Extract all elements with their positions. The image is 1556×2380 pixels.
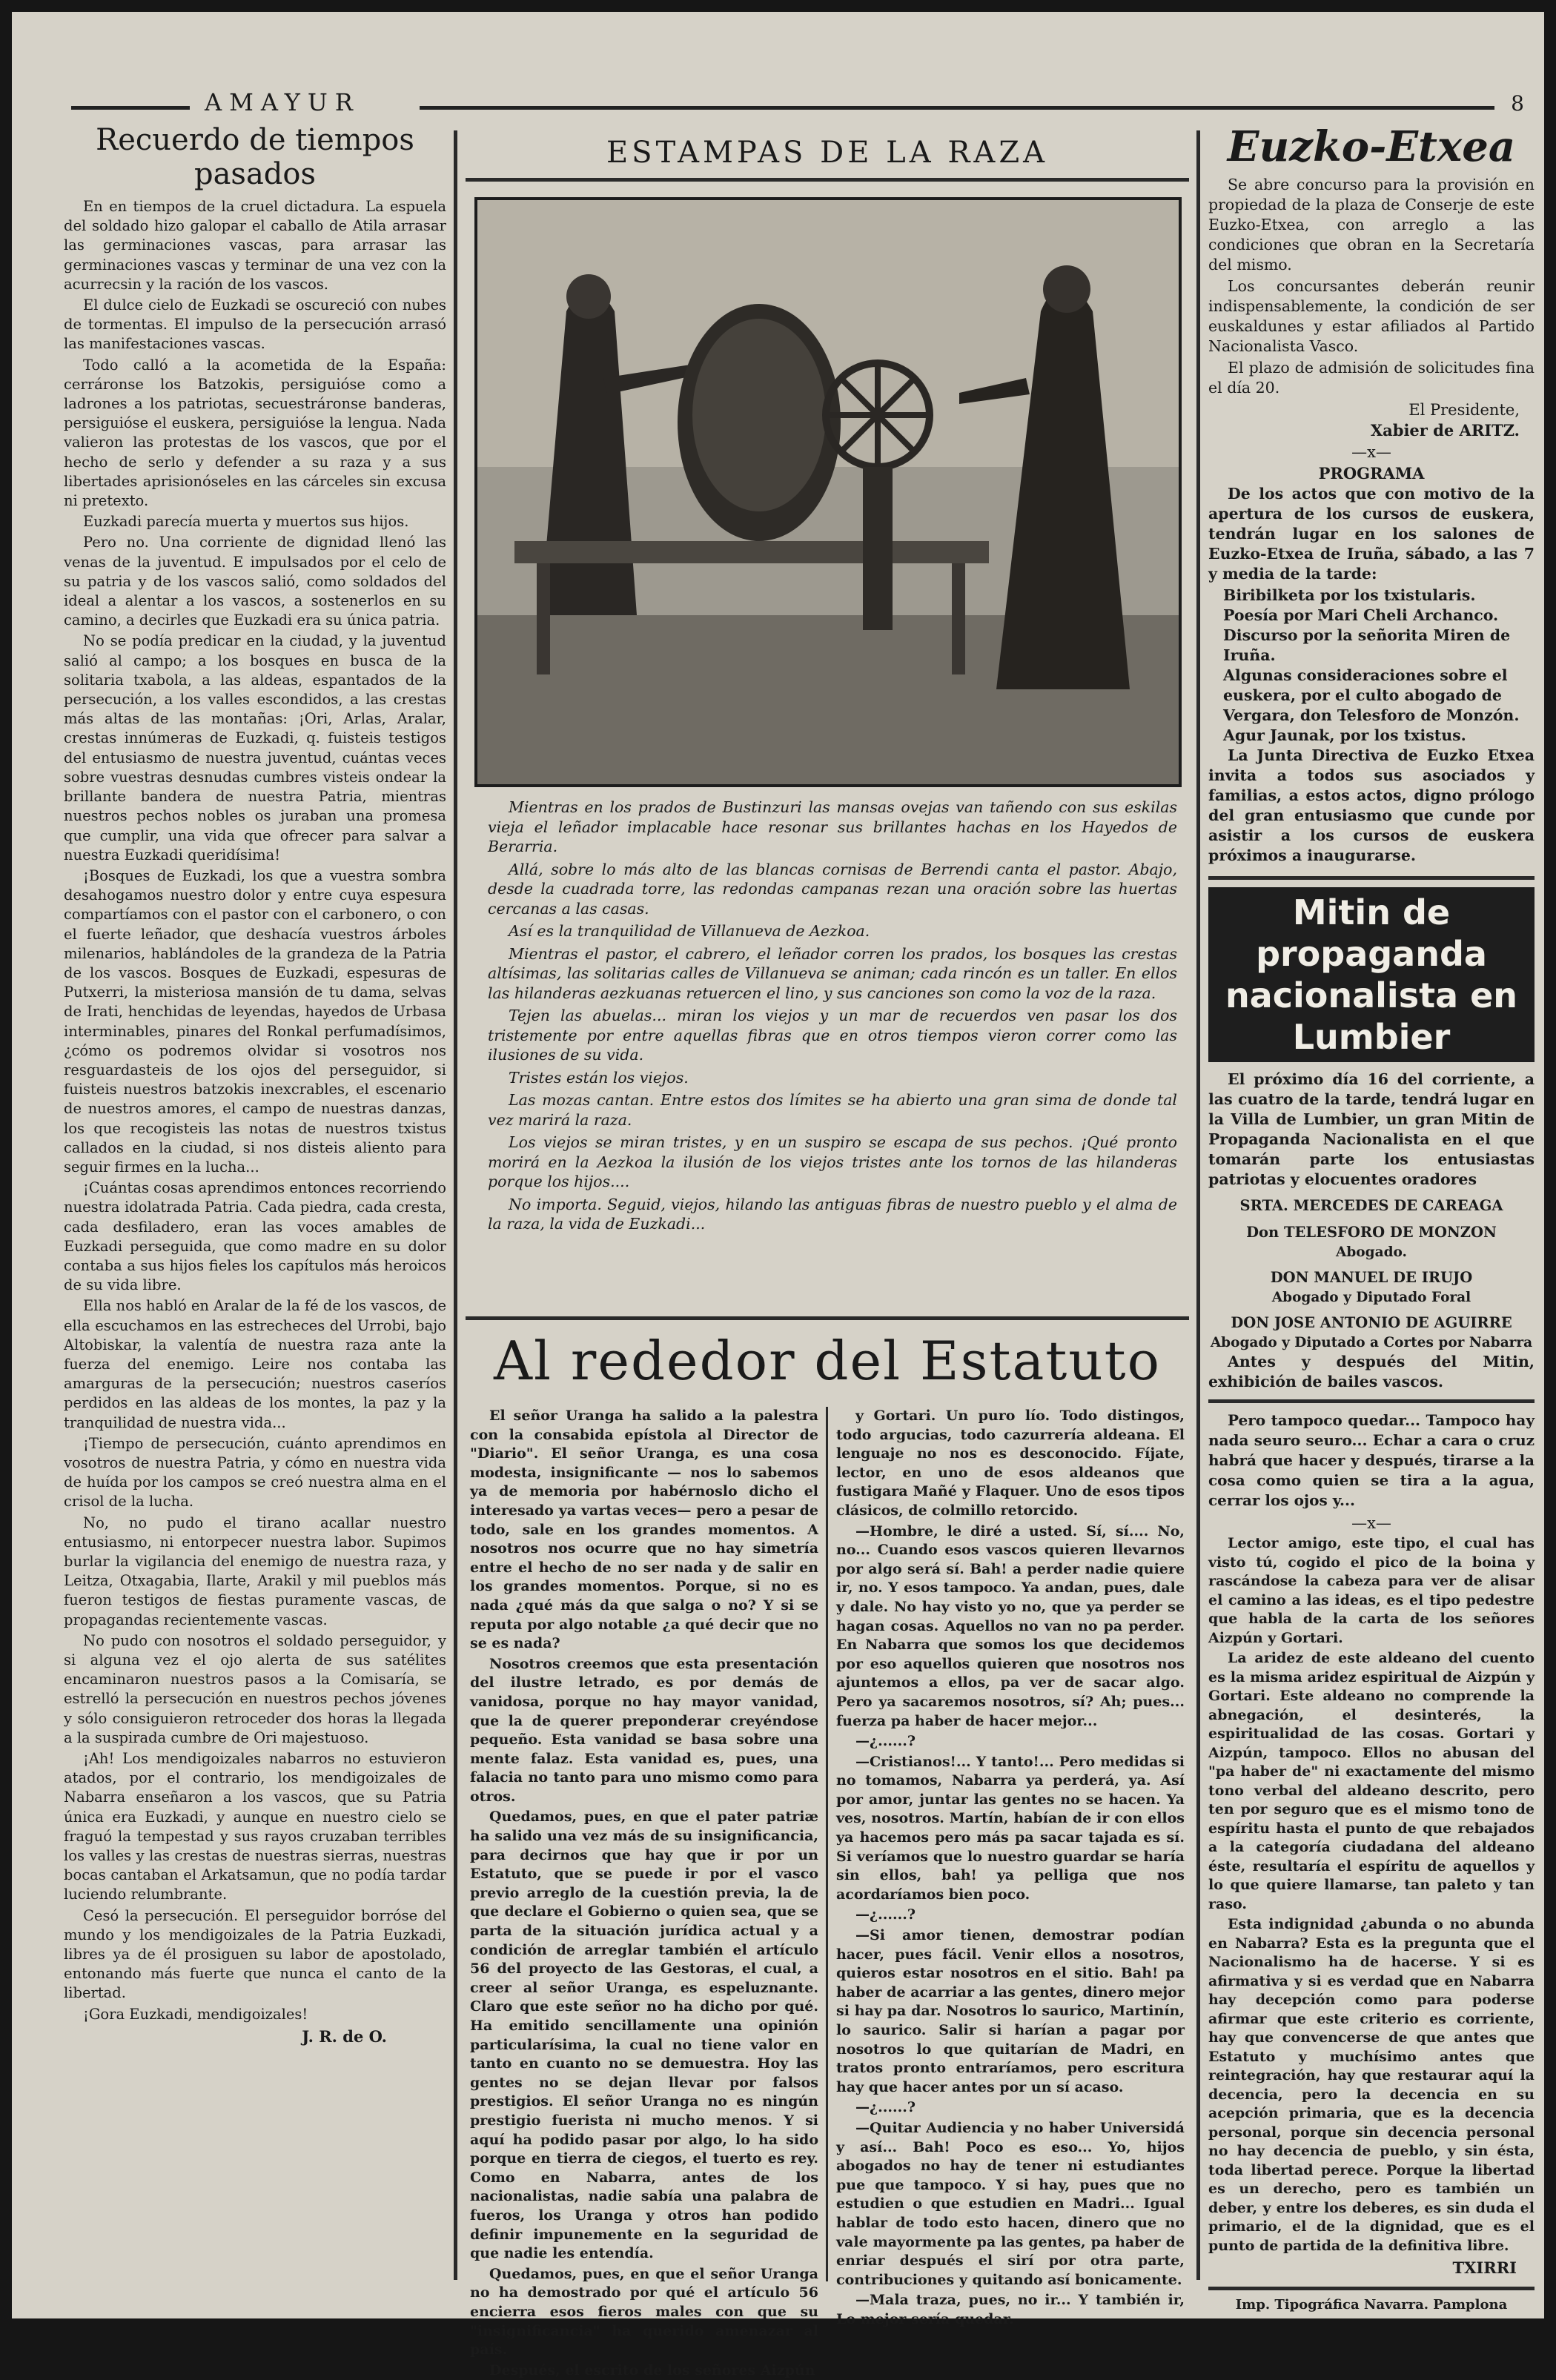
notice-text — [1208, 175, 1535, 398]
paragraph: Las mozas cantan. Entre estos dos límites se ha abierto una gran sima de donde tal vez marirá la raza. — [488, 1091, 1177, 1129]
paragraph: No pudo con nosotros el soldado perseguidor, y si alguna vez el ojo alerta de sus satélites encaminaron nuestros pasos a la Comisaría, se estrelló la persecución en nuestros pechos jóvenes y sólo consiguieron retroceder dos horas la llegada a la suspirada cumbre de Ori majestuoso. — [64, 1631, 446, 1746]
paragraph: Tristes están los viejos. — [509, 1068, 689, 1087]
paragraph: Así es la tranquilidad de Villanueva de Aezkoa. — [509, 922, 870, 940]
speaker-role: Abogado y Diputado Foral — [1271, 1290, 1471, 1305]
paragraph: Mientras en los prados de Bustinzuri las mansas ovejas van tañendo con sus eskilas vieja el leñador implacable hace resonar sus brillantes hachas en los Hayedos de Berarria. — [488, 798, 1177, 855]
divider-1: —x— — [1351, 443, 1391, 461]
paragraph: Después, el escrito de los señores Aizpún — [489, 2361, 815, 2379]
paragraph: Todo calló a la acometida de la España: cerráronse los Batzokis, persiguióse como a ladrones a los patriotas, secuestráronse banderas, persiguióse el euskera, persiguióse la lengua. Nada valieron las protestas de los vascos, que por el hecho de serlo y defender a su raza y a sus libertades aprisionóseles en las cárceles sin excusa ni pretexto. — [64, 356, 446, 510]
photo-illustration — [477, 200, 1179, 784]
paragraph: No importa. Seguid, viejos, hilando las antiguas fibras de nuestro pueblo y el alma de la raza, la vida de Euzkadi... — [488, 1195, 1177, 1233]
paragraph: ¡Bosques de Euzkadi, los que a vuestra sombra desahogamos nuestro dolor y entre cuya espesura compartíamos con el pastor con el carbonero, o con el fuerte leñador, que deshacía vuestros árboles milenarios, hablándoles de la grandeza de la Patria de los vascos. Bosques de Euzkadi, espesuras de Putxerri, la misteriosa mansión de tu dama, selvas de Irati, henchidas de leyendas, hayedos de Urbasa interminables, pinares del Ronkal perfumadísimos, ¿cómo os podremos olvidar si vosotros nos resguardasteis de los ojos del perseguidor, si fuisteis nuestros batzokis inexcrables, el escenario de nuestros amores, el campo de nuestras danzas, los que recogisteis las notas de nuestros txistus callados en la ciudad, si nos disteis aliento para seguir firmes en la lucha... — [64, 866, 446, 1176]
printer-rule — [1208, 2287, 1535, 2290]
photo-spinning-women — [474, 197, 1182, 787]
paragraph: —Si amor tienen, demostrar podían hacer, pues fácil. Venir ellos a nosotros, quieros estar nosotros en el sitio. Bah! pa haber de acarriar a las gentes, dinero mejor si hay pa dar. Nosotros lo saurico, Martinín, lo saurico. Salir si harían a pagar por nosotros lo que quitarían de Madri, en tratos pronto entraríamos, pero escritura hay que hacer antes por un sí acaso. — [836, 1927, 1185, 2095]
signed-name: Xabier de ARITZ. — [1370, 421, 1520, 440]
paragraph: Se abre concurso para la provisión en propiedad de la plaza de Conserje de este Euzko-Etxea, con arreglo a las condiciones que obran en la Secretaría del mismo. — [1208, 176, 1535, 274]
statute-top-rule — [466, 1316, 1189, 1320]
program-item: Discurso por la señorita Miren de Iruña. — [1223, 626, 1511, 664]
section-rule — [466, 178, 1189, 182]
center-column — [466, 123, 1189, 2379]
paragraph: No, no pudo el tirano acallar nuestro entusiasmo, ni entorpecer nuestra labor. Supimos burlar la vigilancia del enemigo de nuestra raza, y Leitza, Otxagabia, Ilarte, Arakil y mil pueblos más fueron testigos de fiestas puramente vascas, de propagandas recientemente vascas. — [64, 1514, 446, 1628]
paragraph: —Mala traza, pues, no ir... Y también ir, Lo mejor sería quedar. — [836, 2292, 1185, 2327]
caption-text — [488, 798, 1177, 1234]
paragraph: En en tiempos de la cruel dictadura. La espuela del soldado hizo galopar el caballo de Atila arrasar las germinaciones vascas, para arrasar las germinaciones vascas y terminar de una vez con la acurrecsin y la ración de los vascos. — [64, 198, 446, 293]
speaker-name: DON JOSE ANTONIO DE AGUIRRE — [1231, 1314, 1512, 1331]
column-rule-right — [1196, 130, 1200, 2280]
mitin-rule — [1208, 876, 1535, 880]
paragraph: —¿......? — [855, 1733, 916, 1750]
paragraph: y Gortari. Un puro lío. Todo distingos, todo argucias, todo cazurrería aldeana. El lenguaje no nos es desconocido. Fíjate, lector, en uno de esos aldeanos que fustigara Mañé y Flaquer. Uno de esos tipos clásicos, de colmillo retorcido. — [836, 1408, 1185, 1519]
paragraph: Pero tampoco quedar... Tampoco hay nada seuro seuro... Echar a cara o cruz habrá que hacer y después, tirarse a la cosa como quien se tira a la agua, cerrar los ojos y... — [1208, 1411, 1535, 1509]
program-list — [1208, 586, 1535, 746]
paragraph: Los viejos se miran tristes, y en un suspiro se escapa de sus pechos. ¡Qué pronto morirá en la Aezkoa la ilusión de los viejos tristes ante los tornos de las hilanderas porque los hijos.... — [488, 1133, 1177, 1190]
paragraph: Lector amigo, este tipo, el cual has visto tú, cogido el pico de la boina y rascándose la cabeza para ver de alisar el camino a las ideas, es el tipo pedestre que habla de la carta de los señores Aizpún y Gortari. — [1208, 1535, 1535, 1646]
paragraph: —¿......? — [855, 1906, 916, 1923]
photo-caption — [488, 798, 1177, 1302]
article-body-recuerdo — [64, 197, 446, 2024]
paragraph: —Hombre, le diré a usted. Sí, sí.... No, no... Cuando esos vascos quieren llevarnos por algo será sí. Bah! a perder nadie quiere ir, no. Y esos tampoco. Ya andan, pues, dale y dale. No hay visto yo no, que ya perder se hagan cosas. Aquellos no van no pa perder. En Nabarra que somos los que decidemos por eso aquellos quieren que nosotros nos ajuntemos a ellos, pa ver de sacar algo. Pero ya sacaremos nosotros, sí? Ah; pues... fuerza pa haber de hacer mejor... — [836, 1522, 1185, 1729]
speaker-role: Abogado. — [1336, 1244, 1407, 1260]
paragraph: —¿......? — [855, 2099, 916, 2116]
paragraph: La aridez de este aldeano del cuento es la misma aridez espiritual de Aizpún y Gortari. Este aldeano no comprende la abnegación, el desinterés, la espiritualidad de las cosas. Gortari y Aizpún, tampoco. Ellos no abusan del "pa haber de" ni exactamente del mismo tono verbal del aldeano descrito, pero ten por seguro que es el mismo tono de espíritu hasta el punto de que rebajados a la categoría ciudadana del aldeano éste, resultaría el espíritu de aquellos y lo que quiere llamarse, tan paleto y tan raso. — [1208, 1650, 1535, 1912]
newspaper-page — [12, 12, 1544, 2379]
statute-continuation — [1208, 1411, 1535, 1511]
paragraph: Los concursantes deberán reunir indispensablemente, la condición de ser euskaldunes y estar afiliados al Partido Nacionalista Vasco. — [1208, 277, 1535, 355]
statute-text-2 — [836, 1407, 1185, 2330]
signed-title: El Presidente, — [1408, 401, 1520, 419]
speaker-name: SRTA. MERCEDES DE CAREAGA — [1239, 1197, 1503, 1214]
speaker-name: DON MANUEL DE IRUJO — [1270, 1269, 1473, 1286]
paragraph: No se podía predicar en la ciudad, y la juventud salió al campo; a los bosques en busca de la solitaria txabola, a las aldeas, espantados de la persecución, a los valles escondidos, a las crestas más altas de las montañas: ¡Ori, Arlas, Aralar, crestas innúmeras de Euzkadi, q. fuisteis testigos del entusiasmo de nuestra juventud, cuántas veces sobre vuestras desnudas cumbres visteis ondear la brillante bandera de nuestra Patria, mientras nuestros pechos nobles os juraban una promesa que cumplir, una vida que ofrecer para salvar a nuestra Euzkadi queridísima! — [64, 632, 446, 864]
article-signature: J. R. de O. — [302, 2026, 387, 2046]
paragraph: El plazo de admisión de solicitudes fina el día 20. — [1208, 359, 1535, 397]
program-closing: La Junta Directiva de Euzko Etxea invita a todos sus asociados y familias, a estos actos, digno prólogo del gran entusiasmo que cunde por asistir a los cursos de euskera próximos a inaugurarse. — [1208, 746, 1535, 864]
paragraph: ¡Gora Euzkadi, mendigoizales! — [83, 2005, 308, 2023]
statute-column-1 — [470, 1407, 818, 2379]
paragraph: Allá, sobre lo más alto de las blancas cornisas de Berrendi canta el pastor. Abajo, desde la cuadrada torre, las redondas campanas rezan una oración sobre las huertas cercanas a las casas. — [488, 860, 1177, 918]
mitin-intro: El próximo día 16 del corriente, a las cuatro de la tarde, tendrá lugar en la Villa de Lumbier, un gran Mitin de Propaganda Nacionalista en el que tomarán parte los entusiastas patriotas y elocuentes oradores — [1208, 1070, 1535, 1188]
masthead-rule-left — [71, 106, 190, 110]
statute-column-2 — [836, 1407, 1185, 2327]
mitin-after: Antes y después del Mitin, exhibición de bailes vascos. — [1208, 1353, 1535, 1390]
article-title-estatuto: Al rededor del Estatuto — [494, 1330, 1161, 1392]
reader-signature: TXIRRI — [1452, 2258, 1517, 2277]
paragraph: Quedamos, pues, en que el señor Uranga no ha demostrado por qué el artículo 56 encierra esos fieros males con que su "insignificancia" ha querido amenazar al país. — [470, 2265, 818, 2359]
right-column — [1208, 122, 1535, 2313]
reader-text — [1208, 1534, 1535, 2255]
paragraph: Euzkadi parecía muerta y muertos sus hijos. — [83, 513, 409, 531]
masthead — [71, 88, 1539, 118]
paragraph: Nosotros creemos que esta presentación del ilustre letrado, es por demás de vanidosa, porque no hay mayor vanidad, que la de querer preponderar creyéndose pequeño. Esta vanidad se basa sobre una mente falaz. Esta vanidad es, pues, una falacia no tanto para uno mismo como para otros. — [470, 1655, 818, 1805]
section-title-estampas: ESTAMPAS DE LA RAZA — [606, 136, 1048, 170]
speaker-role: Abogado y Diputado a Cortes por Nabarra — [1210, 1335, 1533, 1350]
column-rule-left — [454, 130, 457, 2280]
article-title-recuerdo: Recuerdo de tiempos pasados — [96, 123, 414, 191]
section-title-euzko-etxea: Euzko-Etxea — [1227, 122, 1516, 171]
paragraph: ¡Tiempo de persecución, cuánto aprendimos en vosotros de nuestra Patria, y cómo en nuestra vida de huída por los campos se creó nuestra alma en el crisol de la lucha. — [64, 1434, 446, 1511]
paragraph: El señor Uranga ha salido a la palestra con la consabida epístola al Director de "Diario". El señor Uranga, es una cosa modesta, insignificante — nos lo sabemos ya de memoria por habérnoslo dicho el interesado ya vartas veces— pero a pesar de todo, sale en los grandes momentos. A nosotros nos ocurre que no hay simetría entre el hecho de no ser nada y de salir en los grandes momentos. Porque, si no es nada ¿qué más da que salga o no? Y si se reputa por algo notable ¿a qué decir que no se es nada? — [470, 1408, 818, 1652]
program-intro: De los actos que con motivo de la apertura de los cursos de euskera, tendrán lugar en los salones de Euzko-Etxea de Iruña, sábado, a las 7 y media de la tarde: — [1208, 485, 1535, 583]
page-number: 8 — [1511, 91, 1524, 116]
program-item: Poesía por Mari Cheli Archanco. — [1223, 606, 1499, 624]
masthead-rule-right — [420, 106, 1494, 110]
statute-cont-rule — [1208, 1399, 1535, 1403]
mitin-title: Mitin de propaganda nacionalista en Lumbier — [1208, 887, 1535, 1062]
paragraph: —Quitar Audiencia y no haber Universidá y así... Bah! Poco es eso... Yo, hijos abogados no hay de tener ni estudiantes pue que tampoco. Y si hay, pues que no estudien o que estudien en Madri... Igual hablar de todo esto hacen, dinero que no vale mayormente pa las gentes, pa haber de enriar después el sirí por otra parte, contribuciones y quitando así bonicamente. — [836, 2119, 1185, 2288]
newspaper-name: AMAYUR — [205, 88, 360, 116]
paragraph: Ella nos habló en Aralar de la fé de los vascos, de ella escuchamos en las estrecheces del Urrobi, bajo Altobiskar, la valentía de nuestra raza ante la fuerza del enemigo. Leire nos contaba las amarguras de la persecución; nuestros caseríos perdidos en las aldeas de los montes, la paz y la tranquilidad de nuestra vida... — [64, 1297, 446, 1431]
paragraph: Cesó la persecución. El perseguidor borróse del mundo y los mendigoizales de la Patria Euzkadi, libres ya de él prosiguen su labor de apostolado, entonando más fuerte que nunca el canto de la libertad. — [64, 1906, 446, 2002]
statute-column-rule — [826, 1407, 828, 2281]
paragraph: —Cristianos!... Y tanto!... Pero medidas si no tomamos, Nabarra ya perderá, ya. Así por amor, juntar las gentes no se hacen. Ya ves, nosotros. Martín, habían de ir con ellos ya hacemos pero más pa sacar tajada es sí. Si veríamos que lo nuestro guardar se haría sin ellos, bah! ya pelliga que nos acordaríamos bien poco. — [836, 1753, 1185, 1903]
paragraph: Quedamos, pues, en que el pater patriæ ha salido una vez más de su insignificancia, para decirnos que hay que ir por un Estatuto, que se puede ir por el vasco previo arreglo de la cuestión previa, la de que declare el Gobierno o quien sea, que se parta de la situación jurídica actual y a condición de arreglar también el artículo 56 del proyecto de las Gestoras, el cual, a creer al señor Uranga, es espeluznante. Claro que este señor no ha dicho por qué. Ha emitido sencillamente una opinión particularísima, la cual no tiene valor en tanto en cuanto no se demuestra. Hoy las gentes no se dejan llevar por falsos prestigios. El señor Uranga no es ningún prestigio fuerista ni mucho menos. Y si aquí ha podido pasar por algo, lo ha sido porque en tierra de ciegos, el tuerto es rey. Como en Nabarra, antes de los nacionalistas, nadie sabía una palabra de fueros, los Uranga y otros han podido definir impunemente en la seguridad de que nadie les entendía. — [470, 1809, 818, 2262]
printer-imprint: Imp. Tipográfica Navarra. Pamplona — [1235, 2297, 1508, 2313]
program-item: Biribilketa por los txistularis. — [1223, 586, 1476, 604]
paragraph: ¡Ah! Los mendigoizales nabarros no estuvieron atados, por el contrario, los mendigoizales de Nabarra enseñaron a los vascos, que su Patria única era Euzkadi, y aunque en nuestro cielo se fraguó la tempestad y sus rayos cruzaban terribles los valles y las crestas de nuestras sierras, nuestras bocas cantaban el Arkatsamun, que no podía tardar luciendo relumbrante. — [64, 1750, 446, 1903]
paragraph: Esta indignidad ¿abunda o no abunda en Nabarra? Esta es la pregunta que el Nacionalismo ha de hacerse. Y si es afirmativa y si es verdad que en Nabarra hay decepción como para poderse afirmar que este criterio es corriente, hay que convencerse de que antes que Estatuto y muchísimo antes que reintegración, hay que restaurar aquí la decencia, pero la decencia en su acepción primaria, que es la decencia personal, porque sin decencia personal no hay decencia de pueblo, y sin ésta, toda libertad perece. Porque la libertad es un derecho, pero es también un deber, y entre los deberes, es sin duda el primario, el de la dignidad, que es el punto de partida de la definitiva libre. — [1208, 1916, 1535, 2254]
paragraph: Mientras el pastor, el cabrero, el leñador corren los prados, los bosques las crestas altísimas, las solitarias calles de Villanueva se animan; cada rincón es un taller. En ellos las hilanderas aezkuanas retuercen el lino, y sus canciones son como la voz de la raza. — [488, 944, 1177, 1002]
statute-text-1 — [470, 1407, 818, 2380]
paragraph: ¡Cuántas cosas aprendimos entonces recorriendo nuestra idolatrada Patria. Cada piedra, cada cresta, cada desfiladero, eran las voces amables de Euzkadi perseguida, que como madre en su dolor contaba a sus hijos fieles los capítulos más heroicos de su vida libre. — [64, 1179, 446, 1294]
paragraph: Tejen las abuelas... miran los viejos y un mar de recuerdos ven pasar los dos tristemente por entre aquellas fibras que en otros tiempos vieron correr como las ilusiones de su vida. — [488, 1007, 1177, 1064]
speaker-name: Don TELESFORO DE MONZON — [1246, 1224, 1497, 1241]
program-item: Algunas consideraciones sobre el euskera, por el culto abogado de Vergara, don Telesforo de Monzón. — [1223, 666, 1520, 724]
paragraph: El dulce cielo de Euzkadi se oscureció con nubes de tormentas. El impulso de la persecución arrasó las manifestaciones vascas. — [64, 296, 446, 353]
speaker-list — [1208, 1196, 1535, 1352]
program-item: Agur Jaunak, por los txistus. — [1223, 726, 1466, 744]
program-title: PROGRAMA — [1318, 464, 1425, 483]
left-column — [64, 123, 446, 2287]
paragraph: Pero no. Una corriente de dignidad llenó las venas de la juventud. E impulsados por el celo de su patria y de los vascos salió, como soldados del ideal a alentar a los vascos, a sostenerlos en su camino, a decirles que Euzkadi era su única patria. — [64, 534, 446, 629]
divider-2: —x— — [1351, 1514, 1391, 1532]
